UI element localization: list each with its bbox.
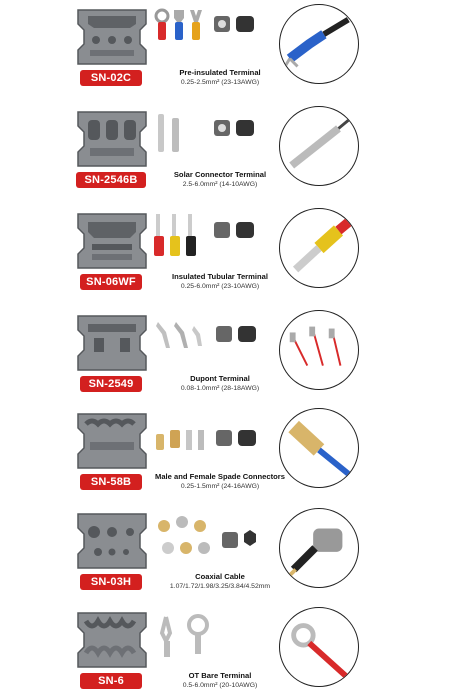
model-badge: SN-6	[80, 673, 142, 689]
catalog-row-coaxial	[0, 504, 465, 596]
terminal-title: OT Bare Terminal	[188, 671, 252, 680]
terminal-spec: 0.5-6.0mm² (20-10AWG)	[182, 682, 258, 689]
catalog-row-ot	[0, 603, 465, 695]
terminal-thumbnails	[152, 104, 272, 168]
application-photo	[279, 208, 359, 288]
terminal-thumbnails	[152, 506, 272, 570]
crimp-die-icon	[74, 510, 150, 572]
model-badge: SN-58B	[80, 474, 142, 490]
application-photo	[279, 607, 359, 687]
terminal-spec: 0.25-2.5mm² (23-13AWG)	[180, 79, 260, 86]
model-badge: SN-2549	[80, 376, 142, 392]
model-badge: SN-02C	[80, 70, 142, 86]
catalog-row-dupont	[0, 306, 465, 398]
application-photo	[279, 4, 359, 84]
crimp-die-icon	[74, 609, 150, 671]
crimp-die-icon	[74, 6, 150, 68]
model-badge: SN-2546B	[76, 172, 146, 188]
application-photo	[279, 508, 359, 588]
terminal-thumbnails	[152, 605, 272, 669]
catalog-row-tubular	[0, 204, 465, 296]
terminal-title: Pre-insulated Terminal	[179, 68, 261, 77]
crimp-die-icon	[74, 210, 150, 272]
terminal-thumbnails	[152, 206, 272, 270]
terminal-spec: 2.5-6.0mm² (14-10AWG)	[182, 181, 258, 188]
terminal-spec: 0.08-1.0mm² (28-18AWG)	[180, 385, 260, 392]
terminal-title: Male and Female Spade Connectors	[155, 472, 285, 481]
crimp-die-icon	[74, 312, 150, 374]
crimp-die-icon	[74, 108, 150, 170]
terminal-thumbnails	[152, 308, 272, 372]
terminal-spec: 1.07/1.72/1.98/3.25/3.84/4.52mm	[169, 583, 271, 590]
crimp-die-icon	[74, 410, 150, 472]
application-photo	[279, 408, 359, 488]
terminal-title: Coaxial Cable	[195, 572, 245, 581]
application-photo	[279, 310, 359, 390]
terminal-spec: 0.25-1.5mm² (24-16AWG)	[180, 483, 260, 490]
catalog-row-pre-insulated	[0, 0, 465, 92]
model-badge: SN-06WF	[80, 274, 142, 290]
application-photo	[279, 106, 359, 186]
terminal-title: Dupont Terminal	[190, 374, 250, 383]
terminal-title: Insulated Tubular Terminal	[172, 272, 268, 281]
terminal-title: Solar Connector Terminal	[173, 170, 267, 179]
model-badge: SN-03H	[80, 574, 142, 590]
catalog-row-solar	[0, 102, 465, 194]
catalog-row-spade	[0, 404, 465, 496]
terminal-thumbnails	[152, 2, 272, 66]
terminal-spec: 0.25-6.0mm² (23-10AWG)	[180, 283, 260, 290]
terminal-thumbnails	[152, 406, 272, 470]
